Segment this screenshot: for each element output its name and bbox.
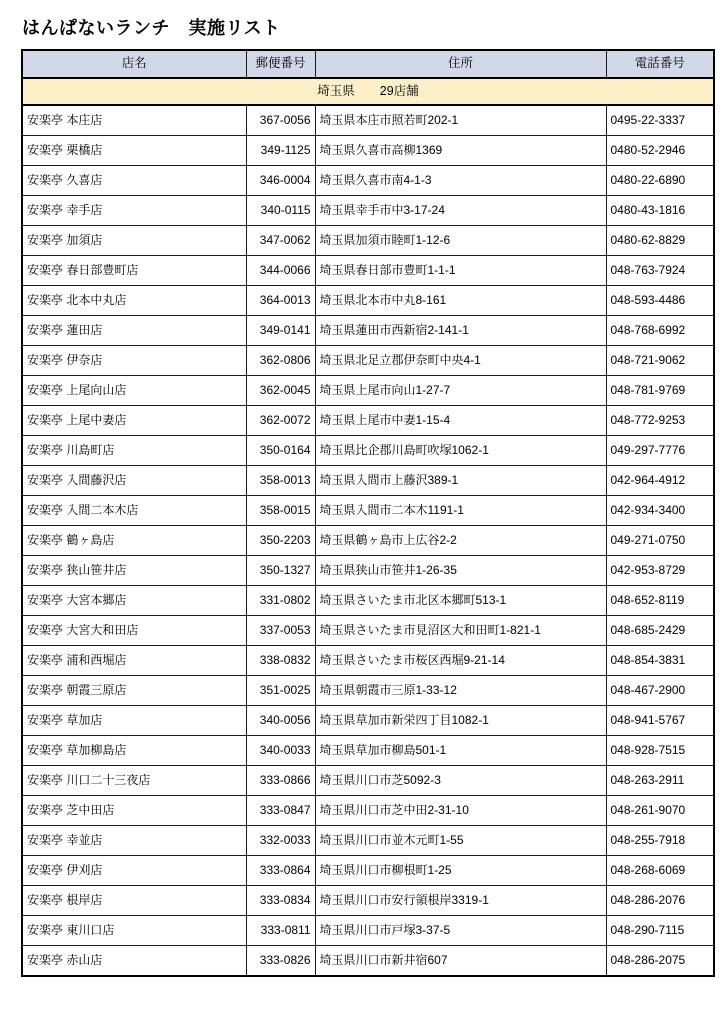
store-name-cell: 安楽亭 川口二十三夜店 [22, 766, 246, 796]
store-name-cell: 安楽亭 芝中田店 [22, 796, 246, 826]
table-row [22, 286, 714, 316]
address-cell: 埼玉県本庄市照若町202-1 [315, 105, 606, 136]
postal-code-cell: 351-0025 [246, 676, 315, 706]
postal-code-cell: 350-2203 [246, 526, 315, 556]
postal-code-cell: 362-0072 [246, 406, 315, 436]
address-cell: 埼玉県幸手市中3-17-24 [315, 196, 606, 226]
phone-cell: 048-263-2911 [606, 766, 714, 796]
phone-cell: 042-964-4912 [606, 466, 714, 496]
address-cell: 埼玉県北足立郡伊奈町中央4-1 [315, 346, 606, 376]
postal-code-cell: 333-0834 [246, 886, 315, 916]
phone-cell: 048-768-6992 [606, 316, 714, 346]
phone-cell: 048-268-6069 [606, 856, 714, 886]
table-header-row [22, 50, 714, 78]
postal-code-cell: 358-0013 [246, 466, 315, 496]
table-row [22, 136, 714, 166]
address-cell: 埼玉県川口市芝5092-3 [315, 766, 606, 796]
postal-code-cell: 333-0847 [246, 796, 315, 826]
table-row [22, 616, 714, 646]
address-cell: 埼玉県久喜市南4-1-3 [315, 166, 606, 196]
store-name-cell: 安楽亭 浦和西堀店 [22, 646, 246, 676]
table-row [22, 736, 714, 766]
table-row [22, 496, 714, 526]
address-cell: 埼玉県春日部市豊町1-1-1 [315, 256, 606, 286]
postal-code-cell: 362-0045 [246, 376, 315, 406]
store-name-cell: 安楽亭 北本中丸店 [22, 286, 246, 316]
phone-cell: 048-772-9253 [606, 406, 714, 436]
store-name-cell: 安楽亭 狭山笹井店 [22, 556, 246, 586]
table-row [22, 376, 714, 406]
address-cell: 埼玉県加須市睦町1-12-6 [315, 226, 606, 256]
postal-code-cell: 333-0811 [246, 916, 315, 946]
address-cell: 埼玉県さいたま市見沼区大和田町1-821-1 [315, 616, 606, 646]
table-row [22, 886, 714, 916]
store-name-cell: 安楽亭 草加柳島店 [22, 736, 246, 766]
phone-cell: 0480-52-2946 [606, 136, 714, 166]
phone-cell: 048-854-3831 [606, 646, 714, 676]
phone-cell: 048-290-7115 [606, 916, 714, 946]
store-name-cell: 安楽亭 根岸店 [22, 886, 246, 916]
table-row [22, 226, 714, 256]
phone-cell: 048-941-5767 [606, 706, 714, 736]
table-row [22, 256, 714, 286]
table-row [22, 526, 714, 556]
table-row [22, 586, 714, 616]
store-list-table [21, 49, 715, 977]
table-row [22, 556, 714, 586]
address-cell: 埼玉県狭山市笹井1-26-35 [315, 556, 606, 586]
store-name-cell: 安楽亭 栗橋店 [22, 136, 246, 166]
postal-code-cell: 333-0826 [246, 946, 315, 977]
table-row [22, 826, 714, 856]
store-name-cell: 安楽亭 蓮田店 [22, 316, 246, 346]
phone-cell: 048-685-2429 [606, 616, 714, 646]
store-name-cell: 安楽亭 伊刈店 [22, 856, 246, 886]
page-title: はんぱないランチ 実施リスト [22, 18, 281, 38]
postal-code-cell: 349-1125 [246, 136, 315, 166]
table-row [22, 466, 714, 496]
postal-code-cell: 340-0056 [246, 706, 315, 736]
column-header-postal-code: 郵便番号 [246, 50, 315, 78]
address-cell: 埼玉県比企郡川島町吹塚1062-1 [315, 436, 606, 466]
phone-cell: 0480-62-8829 [606, 226, 714, 256]
store-name-cell: 安楽亭 川島町店 [22, 436, 246, 466]
postal-code-cell: 367-0056 [246, 105, 315, 136]
table-row [22, 856, 714, 886]
address-cell: 埼玉県さいたま市北区本郷町513-1 [315, 586, 606, 616]
postal-code-cell: 340-0033 [246, 736, 315, 766]
phone-cell: 048-467-2900 [606, 676, 714, 706]
store-name-cell: 安楽亭 久喜店 [22, 166, 246, 196]
phone-cell: 048-286-2076 [606, 886, 714, 916]
postal-code-cell: 350-1327 [246, 556, 315, 586]
store-name-cell: 安楽亭 加須店 [22, 226, 246, 256]
address-cell: 埼玉県入間市上藤沢389-1 [315, 466, 606, 496]
table-row [22, 946, 714, 977]
address-cell: 埼玉県久喜市高柳1369 [315, 136, 606, 166]
table-row [22, 196, 714, 226]
store-name-cell: 安楽亭 入間二本木店 [22, 496, 246, 526]
table-row [22, 166, 714, 196]
store-name-cell: 安楽亭 幸手店 [22, 196, 246, 226]
phone-cell: 048-593-4486 [606, 286, 714, 316]
store-name-cell: 安楽亭 赤山店 [22, 946, 246, 977]
postal-code-cell: 331-0802 [246, 586, 315, 616]
phone-cell: 042-953-8729 [606, 556, 714, 586]
prefecture-section-row [22, 78, 714, 105]
phone-cell: 049-271-0750 [606, 526, 714, 556]
address-cell: 埼玉県さいたま市桜区西堀9-21-14 [315, 646, 606, 676]
phone-cell: 048-255-7918 [606, 826, 714, 856]
phone-cell: 048-652-8119 [606, 586, 714, 616]
postal-code-cell: 337-0053 [246, 616, 315, 646]
phone-cell: 048-286-2075 [606, 946, 714, 977]
table-row [22, 105, 714, 136]
column-header-phone: 電話番号 [606, 50, 714, 78]
store-name-cell: 安楽亭 朝霞三原店 [22, 676, 246, 706]
address-cell: 埼玉県川口市芝中田2-31-10 [315, 796, 606, 826]
table-row [22, 316, 714, 346]
postal-code-cell: 344-0066 [246, 256, 315, 286]
phone-cell: 048-261-9070 [606, 796, 714, 826]
address-cell: 埼玉県川口市戸塚3-37-5 [315, 916, 606, 946]
address-cell: 埼玉県草加市柳島501-1 [315, 736, 606, 766]
postal-code-cell: 349-0141 [246, 316, 315, 346]
store-name-cell: 安楽亭 大宮本郷店 [22, 586, 246, 616]
postal-code-cell: 333-0864 [246, 856, 315, 886]
table-row [22, 436, 714, 466]
address-cell: 埼玉県上尾市向山1-27-7 [315, 376, 606, 406]
phone-cell: 048-928-7515 [606, 736, 714, 766]
postal-code-cell: 362-0806 [246, 346, 315, 376]
phone-cell: 042-934-3400 [606, 496, 714, 526]
address-cell: 埼玉県入間市二本木1191-1 [315, 496, 606, 526]
table-row [22, 796, 714, 826]
phone-cell: 048-763-7924 [606, 256, 714, 286]
prefecture-section-label: 埼玉県 29店舗 [22, 78, 714, 105]
phone-cell: 0495-22-3337 [606, 105, 714, 136]
postal-code-cell: 340-0115 [246, 196, 315, 226]
table-row [22, 406, 714, 436]
postal-code-cell: 333-0866 [246, 766, 315, 796]
store-name-cell: 安楽亭 幸並店 [22, 826, 246, 856]
address-cell: 埼玉県北本市中丸8-161 [315, 286, 606, 316]
postal-code-cell: 347-0062 [246, 226, 315, 256]
address-cell: 埼玉県川口市安行領根岸3319-1 [315, 886, 606, 916]
table-row [22, 676, 714, 706]
phone-cell: 0480-43-1816 [606, 196, 714, 226]
address-cell: 埼玉県蓮田市西新宿2-141-1 [315, 316, 606, 346]
address-cell: 埼玉県川口市新井宿607 [315, 946, 606, 977]
postal-code-cell: 332-0033 [246, 826, 315, 856]
store-name-cell: 安楽亭 大宮大和田店 [22, 616, 246, 646]
phone-cell: 048-721-9062 [606, 346, 714, 376]
store-name-cell: 安楽亭 入間藤沢店 [22, 466, 246, 496]
phone-cell: 0480-22-6890 [606, 166, 714, 196]
store-name-cell: 安楽亭 鶴ヶ島店 [22, 526, 246, 556]
address-cell: 埼玉県川口市柳根町1-25 [315, 856, 606, 886]
store-name-cell: 安楽亭 本庄店 [22, 105, 246, 136]
address-cell: 埼玉県朝霞市三原1-33-12 [315, 676, 606, 706]
phone-cell: 048-781-9769 [606, 376, 714, 406]
column-header-address: 住所 [315, 50, 606, 78]
postal-code-cell: 338-0832 [246, 646, 315, 676]
postal-code-cell: 350-0164 [246, 436, 315, 466]
store-name-cell: 安楽亭 草加店 [22, 706, 246, 736]
phone-cell: 049-297-7776 [606, 436, 714, 466]
table-row [22, 646, 714, 676]
table-row [22, 766, 714, 796]
store-name-cell: 安楽亭 上尾向山店 [22, 376, 246, 406]
store-name-cell: 安楽亭 伊奈店 [22, 346, 246, 376]
postal-code-cell: 358-0015 [246, 496, 315, 526]
postal-code-cell: 346-0004 [246, 166, 315, 196]
table-row [22, 916, 714, 946]
address-cell: 埼玉県草加市新栄四丁目1082-1 [315, 706, 606, 736]
address-cell: 埼玉県川口市並木元町1-55 [315, 826, 606, 856]
postal-code-cell: 364-0013 [246, 286, 315, 316]
table-row [22, 346, 714, 376]
store-name-cell: 安楽亭 上尾中妻店 [22, 406, 246, 436]
store-name-cell: 安楽亭 東川口店 [22, 916, 246, 946]
address-cell: 埼玉県上尾市中妻1-15-4 [315, 406, 606, 436]
column-header-store-name: 店名 [22, 50, 246, 78]
store-name-cell: 安楽亭 春日部豊町店 [22, 256, 246, 286]
address-cell: 埼玉県鶴ヶ島市上広谷2-2 [315, 526, 606, 556]
table-row [22, 706, 714, 736]
